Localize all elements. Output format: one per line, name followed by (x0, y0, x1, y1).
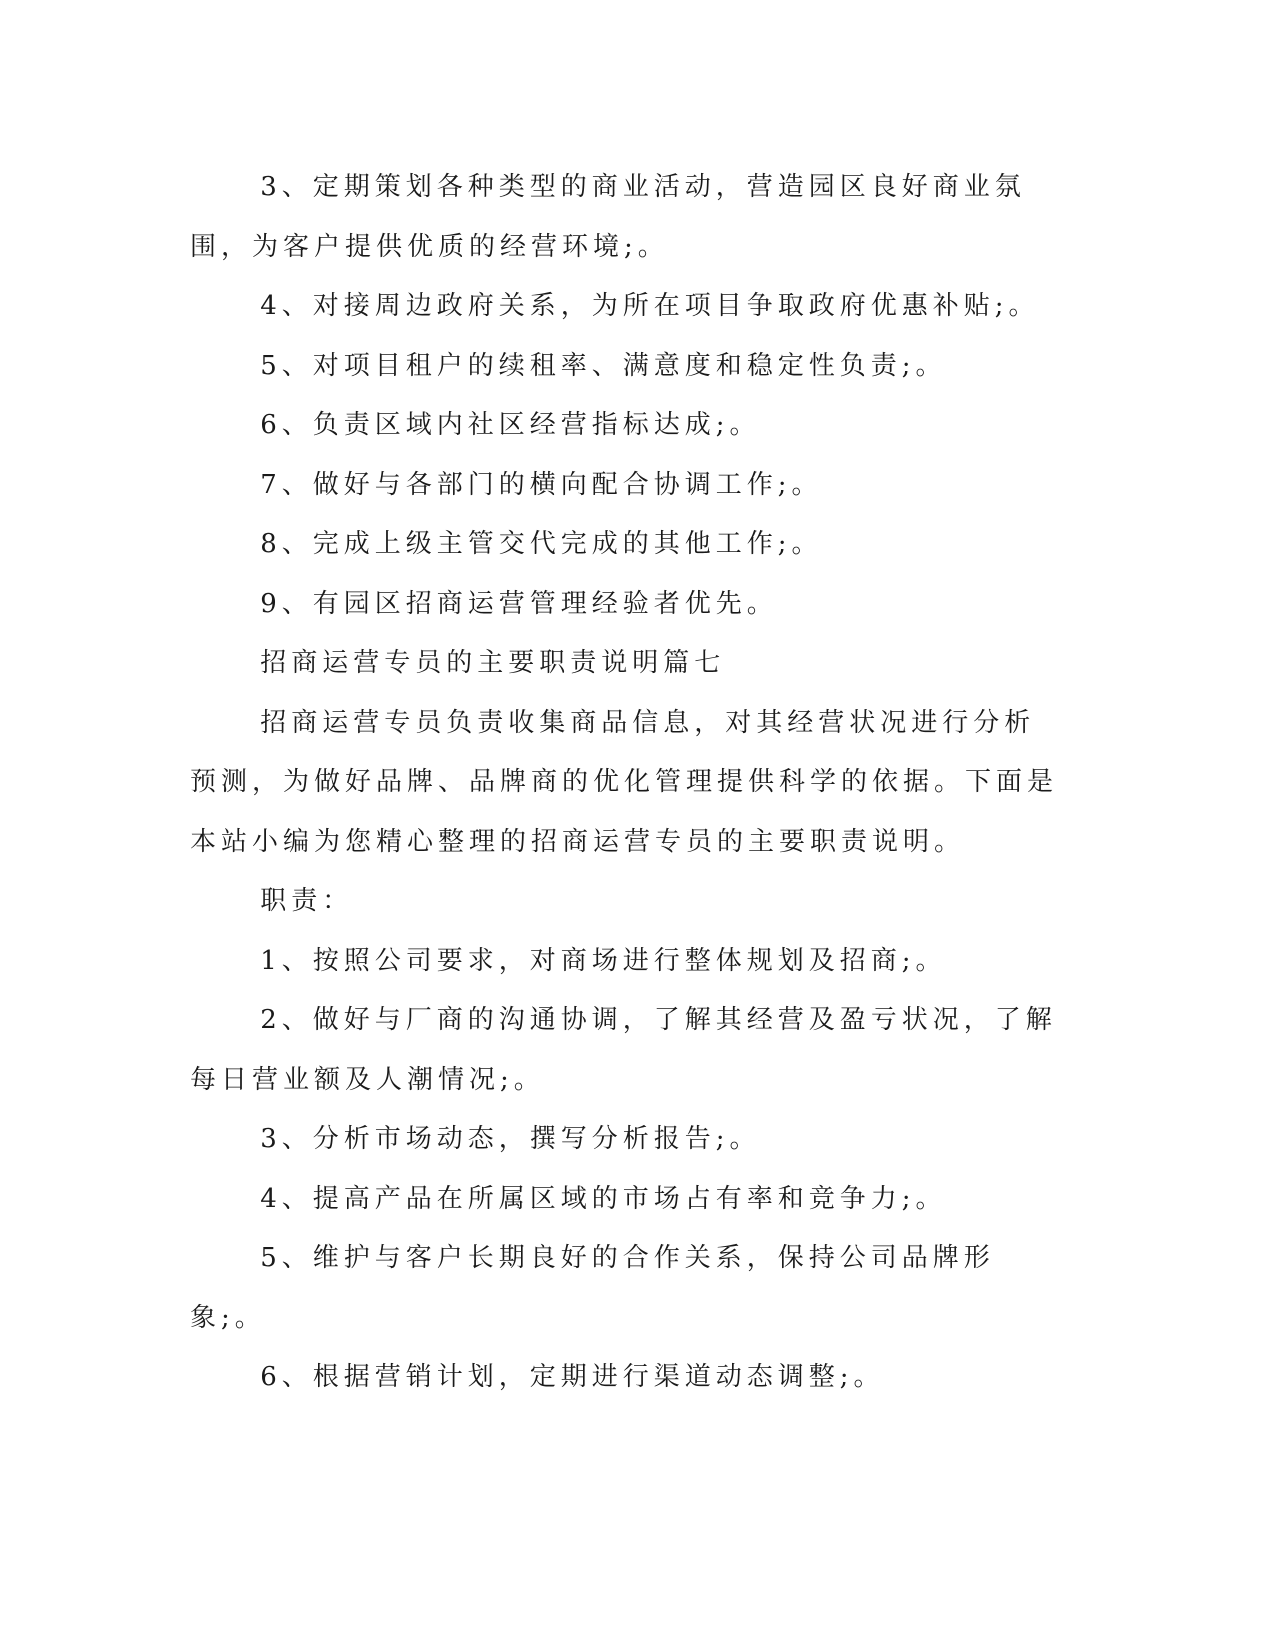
duty-item-3: 3、分析市场动态，撰写分析报告;。 (260, 1124, 761, 1154)
paragraph-item-7-coordination: 7、做好与各部门的横向配合协调工作;。 (260, 469, 823, 500)
duty-item-2: 2、做好与厂商的沟通协调，了解其经营及盈亏状况，了解每日营业额及人潮情况;。 (190, 1005, 1057, 1095)
duty-item-4: 4、提高产品在所属区域的市场占有率和竞争力;。 (260, 1183, 947, 1214)
duty-item-1: 1、按照公司要求，对商场进行整体规划及招商;。 (260, 945, 947, 976)
duty-item-5: 5、维护与客户长期良好的合作关系，保持公司品牌形象;。 (190, 1243, 995, 1333)
paragraph-item-4-government: 4、对接周边政府关系，为所在项目争取政府优惠补贴;。 (260, 291, 1040, 321)
responsibilities-label: 职责： (260, 886, 354, 916)
paragraph-item-8-other-work: 8、完成上级主管交代完成的其他工作;。 (260, 529, 823, 559)
intro-paragraph: 招商运营专员负责收集商品信息，对其经营状况进行分析预测，为做好品牌、品牌商的优化管理提供科学的依据。下面是本站小编为您精心整理的招商运营专员的主要职责说明。 (190, 707, 1059, 857)
paragraph-item-9-experience: 9、有园区招商运营管理经验者优先。 (260, 588, 778, 619)
section-heading: 招商运营专员的主要职责说明篇七 (260, 648, 726, 678)
paragraph-item-5-tenants: 5、对项目租户的续租率、满意度和稳定性负责;。 (260, 350, 947, 381)
paragraph-item-6-indicators: 6、负责区域内社区经营指标达成;。 (260, 410, 761, 440)
paragraph-item-3-activities: 3、定期策划各种类型的商业活动，营造园区良好商业氛围，为客户提供优质的经营环境;。 (190, 172, 1026, 262)
document-body (190, 158, 1060, 1408)
duty-item-6: 6、根据营销计划，定期进行渠道动态调整;。 (260, 1362, 885, 1392)
